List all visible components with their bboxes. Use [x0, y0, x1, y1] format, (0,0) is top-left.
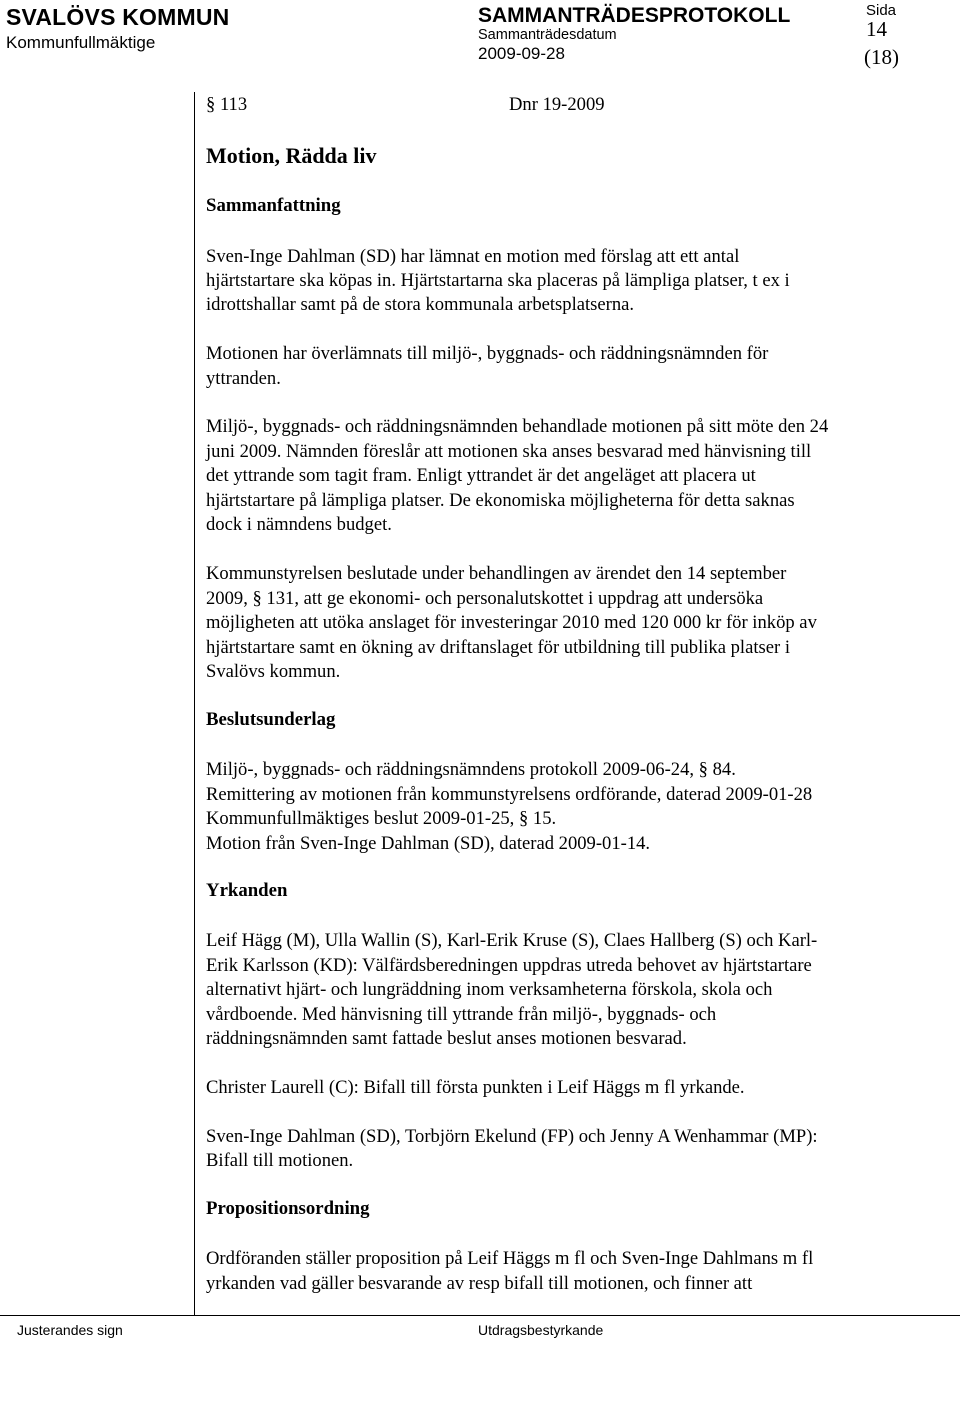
- basis-line: Kommunfullmäktiges beslut 2009-01-25, § 15.: [206, 808, 557, 829]
- summary-line: Sven-Inge Dahlman (SD) har lämnat en motion med förslag att ett antal: [206, 246, 740, 267]
- adjuster-signature-label: Justerandes sign: [17, 1322, 123, 1338]
- summary-line: idrottshallar samt på de stora kommunala arbetsplatserna.: [206, 294, 635, 315]
- summary-line: dock i nämndens budget.: [206, 514, 392, 535]
- claims-line: Bifall till motionen.: [206, 1150, 354, 1171]
- proposition-heading: Propositionsordning: [206, 1198, 370, 1219]
- case-number: Dnr 19-2009: [509, 94, 605, 115]
- claims-line: Erik Karlsson (KD): Välfärdsberedningen uppdras utreda behovet av hjärtstartare: [206, 955, 812, 976]
- summary-line: Kommunstyrelsen beslutade under behandlingen av ärendet den 14 september: [206, 563, 787, 584]
- claims-line: alternativt hjärt- och lungräddning inom verksamheterna förskola, skola och: [206, 979, 773, 1000]
- basis-heading: Beslutsunderlag: [206, 709, 336, 730]
- summary-line: hjärtstartare på lämpliga platser. De ekonomiska möjligheterna för detta saknas: [206, 490, 795, 511]
- organization-name: SVALÖVS KOMMUN: [6, 4, 230, 30]
- basis-line: Miljö-, byggnads- och räddningsnämndens protokoll 2009-06-24, § 84.: [206, 759, 736, 780]
- extract-certified-label: Utdragsbestyrkande: [478, 1322, 604, 1338]
- proposition-line: Ordföranden ställer proposition på Leif Häggs m fl och Sven-Inge Dahlmans m fl: [206, 1248, 814, 1269]
- proposition-line: yrkanden vad gäller besvarande av resp bifall till motionen, och finner att: [206, 1273, 753, 1294]
- summary-line: hjärtstartare ska köpas in. Hjärtstartarna ska placeras på lämpliga platser, t ex i: [206, 270, 790, 291]
- claims-line: Christer Laurell (C): Bifall till första punkten i Leif Häggs m fl yrkande.: [206, 1077, 745, 1098]
- margin-rule: [194, 92, 195, 1315]
- meeting-date-value: 2009-09-28: [478, 44, 565, 63]
- summary-line: 2009, § 131, att ge ekonomi- och personalutskottet i uppdrag att undersöka: [206, 588, 764, 609]
- claims-line: Sven-Inge Dahlman (SD), Torbjörn Ekelund (FP) och Jenny A Wenhammar (MP):: [206, 1126, 818, 1147]
- claims-heading: Yrkanden: [206, 880, 288, 901]
- summary-line: hjärtstartare samt en ökning av driftanslaget för utbildning till publika platser i: [206, 637, 791, 658]
- footer-rule: [0, 1315, 960, 1316]
- item-title: Motion, Rädda liv: [206, 143, 377, 168]
- page-number: 14: [866, 17, 887, 41]
- summary-line: möjligheten att utöka anslaget för investeringar 2010 med 120 000 kr för inköp av: [206, 612, 817, 633]
- claims-line: räddningsnämnden samt fattade beslut anses motionen besvarad.: [206, 1028, 687, 1049]
- organization-body: Kommunfullmäktige: [6, 33, 156, 52]
- meeting-date-label: Sammanträdesdatum: [478, 27, 617, 43]
- claims-line: Leif Hägg (M), Ulla Wallin (S), Karl-Erik Kruse (S), Claes Hallberg (S) och Karl-: [206, 930, 818, 951]
- page-label: Sida: [866, 2, 897, 19]
- summary-line: Motionen har överlämnats till miljö-, byggnads- och räddningsnämnden för: [206, 343, 769, 364]
- paragraph-reference: § 113: [206, 94, 248, 115]
- basis-line: Motion från Sven-Inge Dahlman (SD), daterad 2009-01-14.: [206, 833, 651, 854]
- summary-line: yttranden.: [206, 368, 281, 389]
- basis-line: Remittering av motionen från kommunstyrelsens ordförande, daterad 2009-01-28: [206, 784, 813, 805]
- summary-line: Svalövs kommun.: [206, 661, 341, 682]
- claims-line: vårdboende. Med hänvisning till yttrande från miljö-, byggnads- och: [206, 1004, 717, 1025]
- document-type: SAMMANTRÄDESPROTOKOLL: [478, 4, 791, 27]
- summary-line: det yttrande som tagit fram. Enligt yttrandet är det angeläget att placera ut: [206, 465, 756, 486]
- summary-line: Miljö-, byggnads- och räddningsnämnden behandlade motionen på sitt möte den 24: [206, 416, 829, 437]
- summary-line: juni 2009. Nämnden föreslår att motionen ska anses besvarad med hänvisning till: [206, 441, 812, 462]
- summary-heading: Sammanfattning: [206, 195, 341, 216]
- page-total: (18): [864, 45, 899, 69]
